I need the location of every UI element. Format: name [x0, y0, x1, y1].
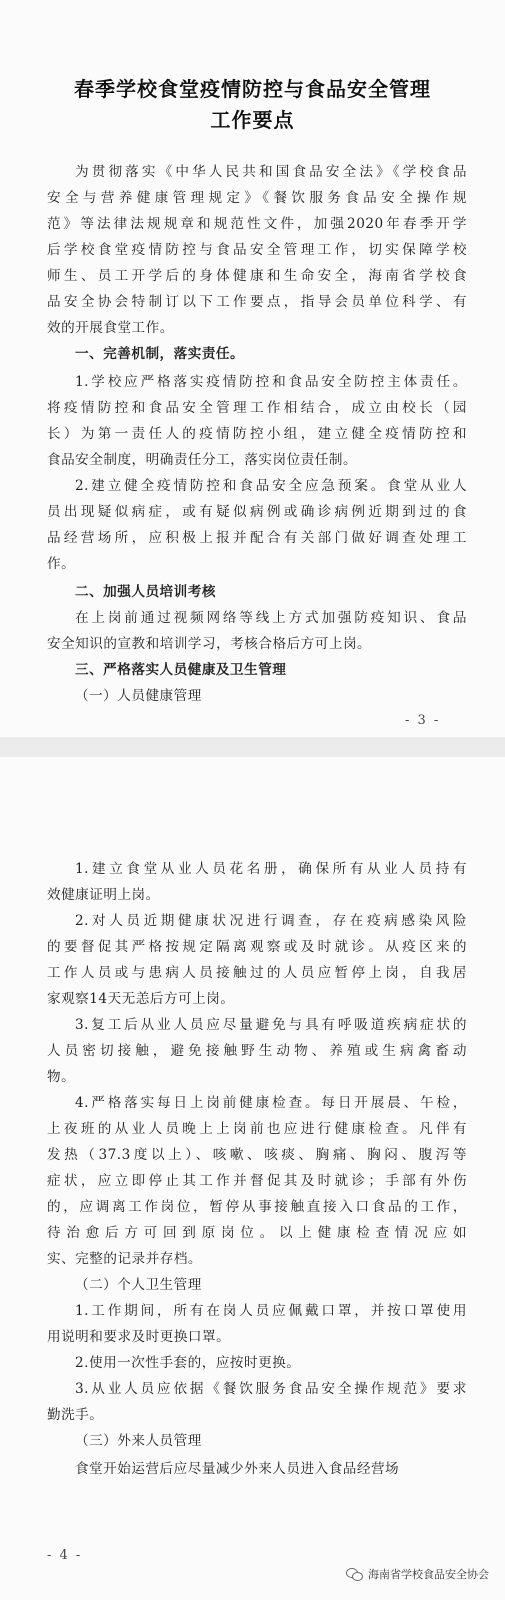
page-number: - 4 -: [47, 1548, 83, 1563]
body-text-line: 食堂开始运营后应尽量减少外来人员进入食品经营场: [75, 1461, 400, 1477]
body-text-line: 效的开展食堂工作。: [47, 320, 174, 336]
body-text-line: 1.工作期间，所有在岗人员应佩戴口罩，并按口罩使用: [75, 1303, 467, 1319]
body-text-line: 2.对人员近期健康状况进行调查，存在疫病感染风险: [75, 913, 467, 929]
body-text-line: 4.严格落实每日上岗前健康检查。每日开展晨、午检，: [75, 1095, 467, 1111]
body-text-line: 为贯彻落实《中华人民共和国食品安全法》《学校食品: [75, 164, 467, 180]
body-text-line: 在上岗前通过视频网络等线上方式加强防疫知识、食品: [75, 610, 467, 626]
body-text-line: （三）外来人员管理: [75, 1433, 202, 1449]
body-text-line: 品安全协会特制订以下工作要点，指导会员单位科学、有: [47, 294, 467, 310]
body-text-line: 品经营场所，应积极上报并配合有关部门做好调查处理工: [47, 530, 467, 546]
body-text-line: 物。: [47, 1069, 76, 1085]
body-text-line: 发热（37.3度以上）、咳嗽、咳痰、胸痛、胸闷、腹泻等: [47, 1147, 467, 1163]
body-text-line: 将疫情防控和食品安全管理工作相结合，成立由校长（园: [47, 400, 467, 416]
wechat-icon: [346, 1567, 364, 1581]
body-text-line: 人员密切接触，避免接触野生动物、养殖或生病禽畜动: [47, 1043, 467, 1059]
body-text-line: 长）为第一责任人的疫情防控小组，建立健全疫情防控和: [47, 426, 467, 442]
section-heading: 二、加强人员培训考核: [75, 584, 216, 600]
body-text-line: （二）个人卫生管理: [75, 1277, 202, 1293]
document-title-line-1: 春季学校食堂疫情防控与食品安全管理: [74, 77, 431, 101]
section-heading: 一、完善机制，落实责任。: [75, 346, 245, 362]
body-text-line: 2.建立健全疫情防控和食品安全应急预案。食堂从业人: [75, 478, 467, 494]
body-text-line: 1.建立食堂从业人员花名册，确保所有从业人员持有: [75, 861, 467, 877]
account-name: 海南省学校食品安全协会: [368, 1568, 489, 1581]
body-text-line: 的，应调离工作岗位，暂停从事接触直接入口食品的工作，: [47, 1199, 467, 1215]
body-text-line: 安全与营养健康管理规定》《餐饮服务食品安全操作规: [47, 190, 467, 206]
body-text-line: 工作人员或与患病人员接触过的人员应暂停上岗，自我居: [47, 965, 467, 981]
body-text-line: 2.使用一次性手套的，应按时更换。: [75, 1355, 301, 1371]
document-page-3: [0, 0, 505, 737]
body-text-line: 勤洗手。: [47, 1407, 104, 1423]
body-text-line: 3.复工后从业人员应尽量避免与具有呼吸道疾病症状的: [75, 1017, 467, 1033]
body-text-line: 实、完整的记录并存档。: [47, 1251, 203, 1267]
body-text-line: 症状，应立即停止其工作并督促其及时就诊；手部有外伤: [47, 1173, 467, 1189]
document-title-line-2: 工作要点: [210, 108, 295, 132]
body-text-line: （一）人员健康管理: [75, 688, 202, 704]
body-text-line: 家观察14天无恙后方可上岗。: [47, 991, 235, 1007]
body-text-line: 上夜班的从业人员晚上上岗前也应进行健康检查。凡伴有: [47, 1121, 467, 1137]
body-text-line: 待治愈后方可回到原岗位。以上健康检查情况应如: [47, 1225, 467, 1241]
body-text-line: 作。: [47, 556, 76, 572]
body-text-line: 的要督促其严格按规定隔离观察或及时就诊。从疫区来的: [47, 939, 467, 955]
body-text-line: 范》等法律法规规章和规范性文件，加强2020年春季开学: [47, 216, 467, 232]
section-heading: 三、严格落实人员健康及卫生管理: [75, 662, 287, 678]
account-brand: [346, 1566, 489, 1582]
body-text-line: 用说明和要求及时更换口罩。: [47, 1329, 231, 1345]
body-text-line: 安全知识的宣教和培训学习，考核合格后方可上岗。: [47, 636, 372, 652]
body-text-line: 3.从业人员应依据《餐饮服务食品安全操作规范》要求: [75, 1381, 467, 1397]
body-text-line: 效健康证明上岗。: [47, 887, 160, 903]
body-text-line: 员出现疑似病症，或有疑似病例或确诊病例近期到过的食: [47, 504, 467, 520]
page-number: - 3 -: [405, 713, 441, 728]
body-text-line: 食品安全制度，明确责任分工，落实岗位责任制。: [47, 452, 358, 468]
body-text-line: 1.学校应严格落实疫情防控和食品安全防控主体责任。: [75, 374, 467, 390]
body-text-line: 后学校食堂疫情防控与食品安全管理工作，切实保障学校: [47, 242, 467, 258]
body-text-line: 师生、员工开学后的身体健康和生命安全，海南省学校食: [47, 268, 467, 284]
document-page-4: [0, 757, 505, 1600]
